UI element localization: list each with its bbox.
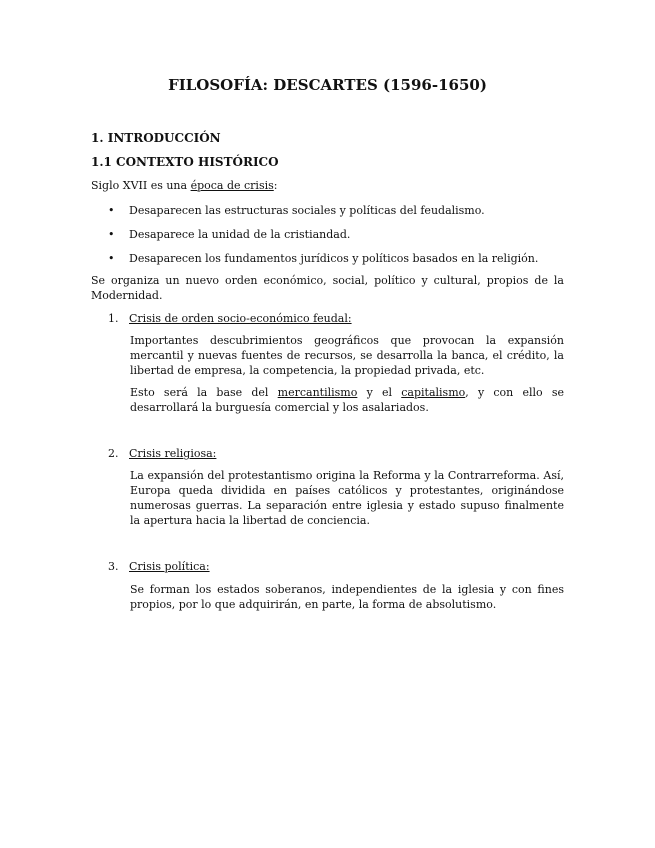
item-number: 2. [108, 447, 119, 460]
crisis-2-paragraph: La expansión del protestantismo origina la Reforma y la Contrarreforma. Así, Europa queda dividida en países católicos y protestantes, originándose numerosas guerras. La separación entre iglesia y estado supuso finalmente la apertura hacia la libertad de conciencia. [130, 469, 564, 527]
bullet-text: Desaparecen las estructuras sociales y políticas del feudalismo. [129, 204, 485, 217]
list-item [91, 227, 564, 251]
text-run: y el [357, 386, 402, 399]
bullet-icon: • [108, 252, 115, 265]
crisis-3-paragraph: Se forman los estados soberanos, independientes de la iglesia y con fines propios, por lo que adquirirán, en parte, la forma de absolutismo. [130, 583, 564, 611]
term-mercantilismo: mercantilismo [277, 386, 358, 399]
list-item [91, 251, 564, 275]
bullet-icon: • [108, 228, 115, 241]
text-run: Esto será la base del [130, 386, 278, 399]
crisis-1-paragraph-1: Importantes descubrimientos geográficos que provocan la expansión mercantil y nuevas fuentes de recursos, se desarrolla la banca, el crédito, la libertad de empresa, la competencia, la propiedad privada, etc. [130, 334, 564, 377]
section-heading-contexto: 1.1 CONTEXTO HISTÓRICO [91, 155, 279, 169]
item-label: Crisis religiosa: [129, 447, 217, 460]
item-number: 3. [108, 560, 119, 573]
bullet-icon: • [108, 204, 115, 217]
bullet-text: Desaparece la unidad de la cristiandad. [129, 228, 351, 241]
list-item [91, 203, 564, 227]
section-heading-introduccion: 1. INTRODUCCIÓN [91, 131, 221, 145]
bullet-text: Desaparecen los fundamentos jurídicos y políticos basados en la religión. [129, 252, 539, 265]
page-title: FILOSOFÍA: DESCARTES (1596-1650) [168, 76, 487, 94]
item-label: Crisis de orden socio-económico feudal: [129, 312, 352, 325]
term-capitalismo: capitalismo [401, 386, 466, 399]
intro-suffix: : [273, 179, 278, 192]
intro-emphasis: época de crisis [190, 179, 274, 192]
intro-line [91, 178, 277, 193]
crisis-1-paragraph-2 [130, 385, 564, 415]
intro-prefix: Siglo XVII es una [91, 179, 191, 192]
crisis-bullet-list [91, 203, 564, 275]
item-number: 1. [108, 312, 119, 325]
order-paragraph: Se organiza un nuevo orden económico, social, político y cultural, propios de la Modernidad. [91, 274, 564, 302]
text-run: , y con ello se desarrollará la burguesía comercial y los asalariados. [130, 386, 565, 414]
item-label: Crisis política: [129, 560, 210, 573]
